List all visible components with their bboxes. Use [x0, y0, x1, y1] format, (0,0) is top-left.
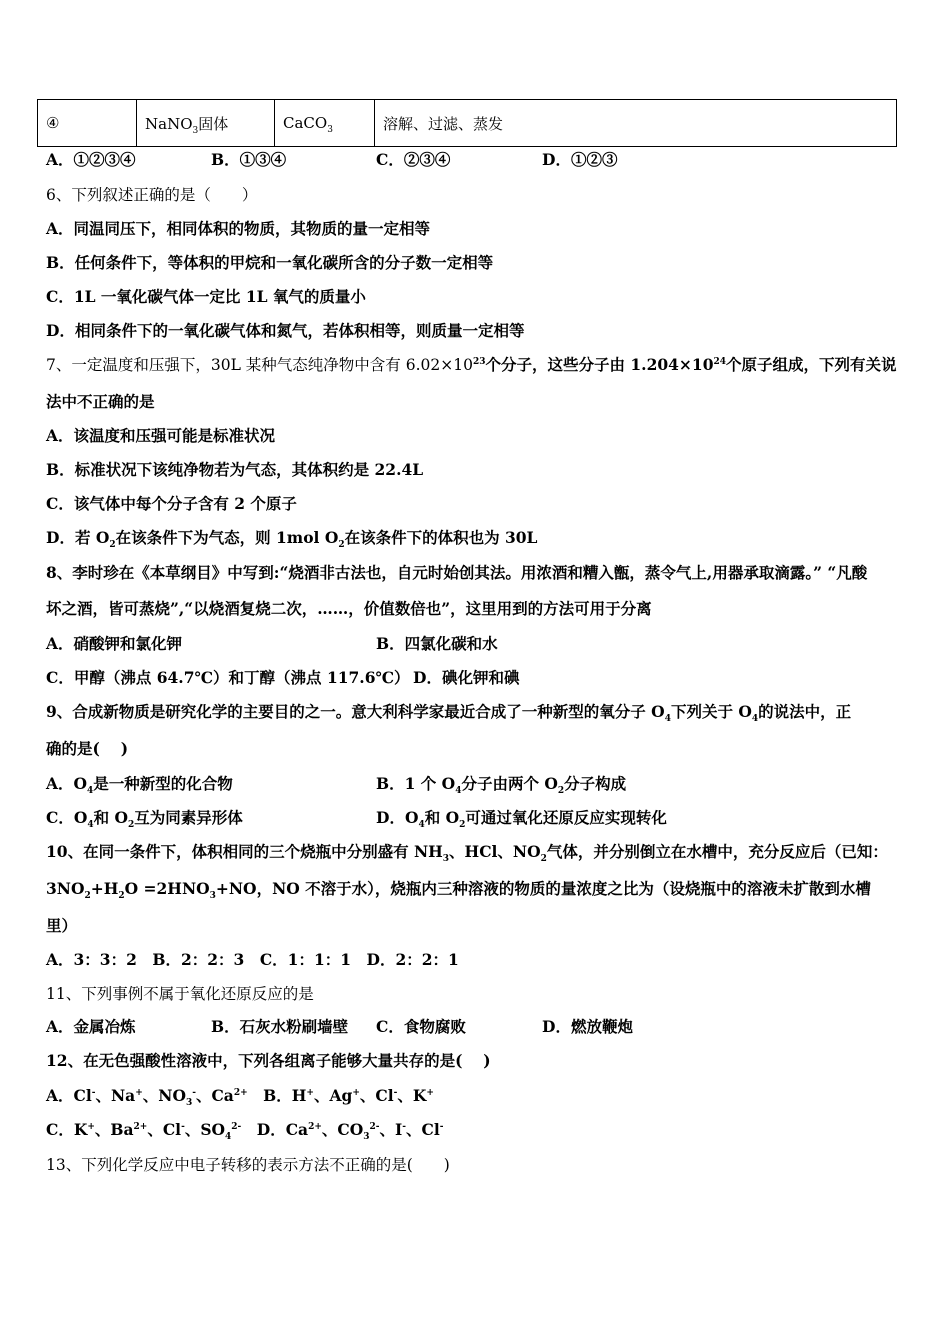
q12-stem: 12、在无色强酸性溶液中，下列各组离子能够大量共存的是( ): [46, 1051, 491, 1070]
q6-option-d: D．相同条件下的一氧化碳气体和氮气，若体积相等，则质量一定相等: [46, 321, 525, 340]
q9-options-cd: [46, 808, 667, 831]
q8-stem: 8、李时珍在《本草纲目》中写到:“烧酒非古法也，自元时始创其法。用浓酒和糟入甑，蒸令气上,用器承取滴露。” “凡酸: [46, 563, 868, 582]
q9-option-a: A．$O_4$是一种新型的化合物: [46, 774, 233, 797]
table-cell-method: 溶解、过滤、蒸发: [375, 100, 897, 147]
q10-stem-continued: $3NO_2+H_2O =2HNO_3+NO$，NO 不溶于水），烧瓶内三种溶液的物质的量浓度之比为（设烧瓶中的溶液未扩散到水槽: [46, 879, 871, 902]
q8-stem-continued: 坏之酒，皆可蒸烧”,“以烧酒复烧二次，……，价值数倍也”，这里用到的方法可用于分离: [46, 599, 652, 618]
q9-stem: 9、合成新物质是研究化学的主要目的之一。意大利科学家最近合成了一种新型的氧分子 $O_4$下列关于 $O_4$的说法中，正: [46, 702, 852, 725]
q7-stem: 7、一定温度和压强下，30L 某种气态纯净物中含有 $6.02\times 10^{23}$个分子，这些分子由 $1.204\times 10^{24}$个原子组成，下列有关说: [46, 355, 897, 374]
q11-option-d: D．燃放鞭炮: [542, 1017, 633, 1036]
q5-option-a: A．①②③④: [46, 150, 136, 169]
table-cell-number: ④: [38, 100, 137, 147]
q8-option-b: B．四氯化碳和水: [376, 634, 498, 653]
q8-options-cd: [46, 668, 520, 688]
q5-option-d: D．①②③: [542, 150, 618, 169]
q10-stem-end: 里）: [46, 916, 78, 935]
q11-option-c: C．食物腐败: [376, 1017, 466, 1036]
q7-option-c: C．该气体中每个分子含有 2 个原子: [46, 494, 297, 513]
q9-stem-continued: 确的是( ): [46, 739, 129, 758]
q6-option-a: A．同温同压下，相同体积的物质，其物质的量一定相等: [46, 219, 431, 238]
separation-table: [37, 99, 897, 147]
q6-stem: 6、下列叙述正确的是（ ）: [46, 186, 258, 204]
q8-option-a: A．硝酸钾和氯化钾: [46, 634, 183, 653]
table-row: [38, 100, 897, 147]
q9-option-b: B．1 个 $O_4$分子由两个 $O_2$分子构成: [376, 774, 627, 797]
q7-stem-continued: 法中不正确的是: [46, 392, 155, 411]
q7-option-b: B．标准状况下该纯净物若为气态，其体积约是 22.4L: [46, 460, 424, 479]
q9-option-c: C．$O_4$和 $O_2$互为同素异形体: [46, 808, 243, 831]
q9-options-ab: [46, 774, 627, 797]
q10-stem: 10、在同一条件下，体积相同的三个烧瓶中分别盛有 $NH_3$、HCl、$NO_2$气体，并分别倒立在水槽中，充分反应后（已知：: [46, 842, 888, 865]
q8-option-d: D．碘化钾和碘: [413, 668, 520, 687]
q11-stem: 11、下列事例不属于氧化还原反应的是: [46, 985, 314, 1003]
q11-option-b: B．石灰水粉刷墙壁: [211, 1017, 349, 1036]
q9-option-d: D．$O_4$和 $O_2$可通过氧化还原反应实现转化: [376, 808, 667, 831]
q5-option-b: B．①③④: [211, 150, 287, 169]
table-cell-impurity: CaCO$_3$: [275, 100, 375, 147]
q12-options-cd: C．K+、$Ba^{2+}$、Cl-、$SO_4^{2-}$ D．$Ca^{2+}$、$CO_3^{2-}$、I-、Cl-: [46, 1120, 444, 1143]
q8-options-ab: [46, 634, 498, 654]
q12-options-ab: A．Cl-、Na+、$NO_3^-$、$Ca^{2+}$ B．H+、Ag+、Cl-、K+: [46, 1086, 434, 1109]
q10-options: A．3：3：2 B．2：2：3 C．1：1：1 D．2：2：1: [46, 950, 459, 969]
q6-option-c: C．1L 一氧化碳气体一定比 1L 氧气的质量小: [46, 287, 366, 306]
q13-stem: 13、下列化学反应中电子转移的表示方法不正确的是( ): [46, 1156, 450, 1174]
q6-option-b: B．任何条件下，等体积的甲烷和一氧化碳所含的分子数一定相等: [46, 253, 494, 272]
q5-option-c: C．②③④: [376, 150, 451, 169]
q11-option-a: A．金属冶炼: [46, 1017, 136, 1036]
q7-option-a: A．该温度和压强可能是标准状况: [46, 426, 276, 445]
table-cell-substance: NaNO$_3$固体: [137, 100, 275, 147]
q7-option-d: D．若 $O_2$在该条件下为气态，则 1mol $O_2$在该条件下的体积也为 30L: [46, 528, 538, 551]
q8-option-c: C．甲醇（沸点 64.7℃）和丁醇（沸点 117.6℃）: [46, 668, 410, 687]
